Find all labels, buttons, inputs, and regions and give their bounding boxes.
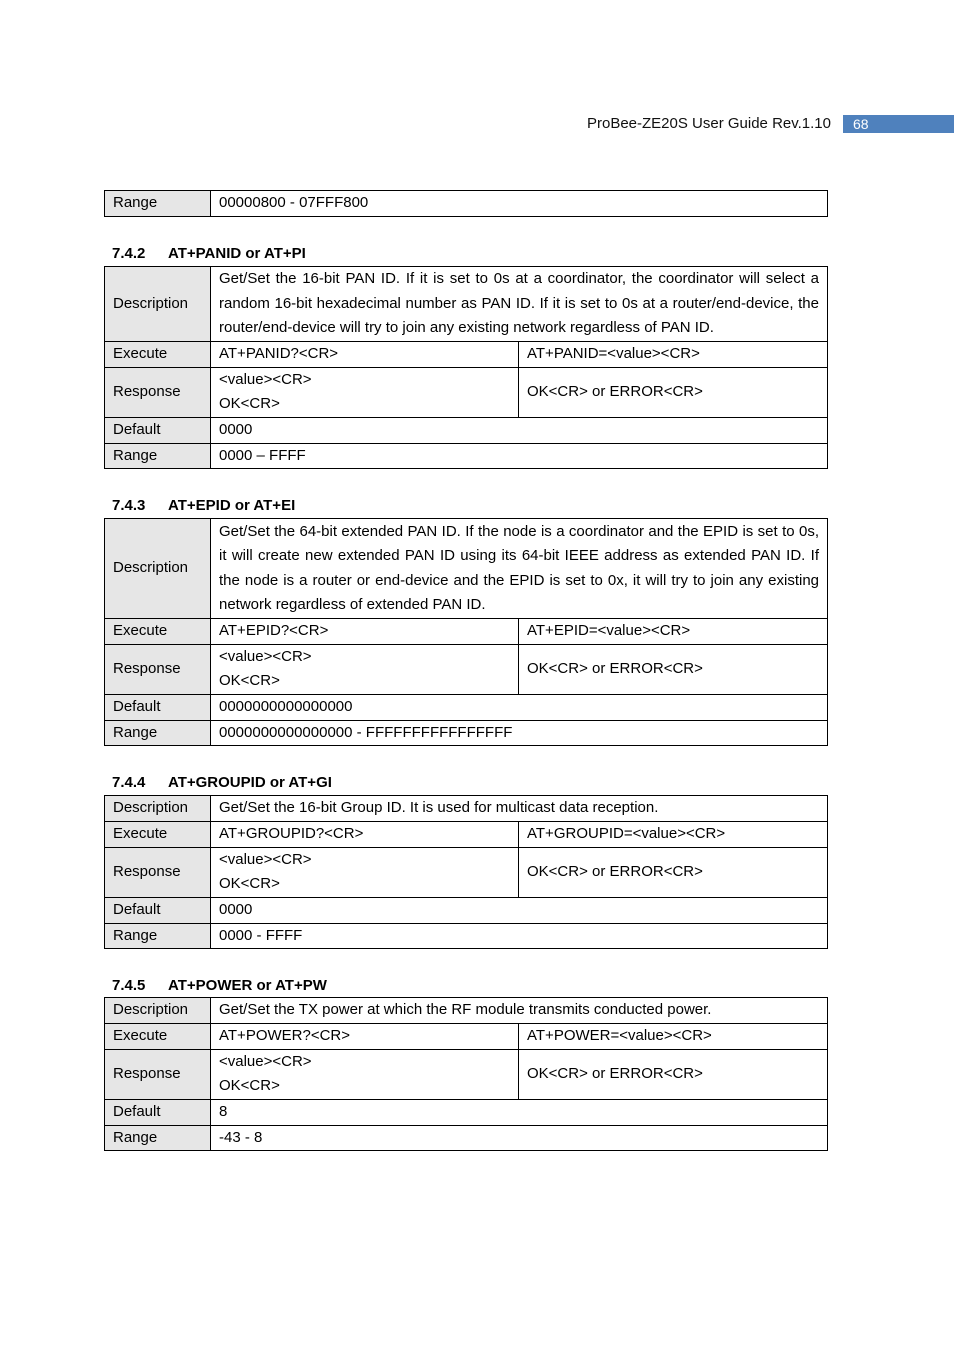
range-value: 0000000000000000 - FFFFFFFFFFFFFFFF <box>211 720 828 746</box>
response-get <box>211 644 519 694</box>
execute-label: Execute <box>105 822 211 848</box>
response-set: OK<CR> or ERROR<CR> <box>519 847 828 897</box>
response-get-line-1: <value><CR> <box>219 647 312 665</box>
range-label: Range <box>105 191 211 217</box>
section-heading-7-4-5: 7.4.5 AT+POWER or AT+PW <box>112 977 327 994</box>
command-table-epid <box>104 518 828 746</box>
response-get <box>211 1049 519 1099</box>
response-label: Response <box>105 367 211 417</box>
response-set: OK<CR> or ERROR<CR> <box>519 1049 828 1099</box>
description-label: Description <box>105 796 211 822</box>
response-get-line-2: OK<CR> <box>219 672 280 689</box>
default-value: 0000000000000000 <box>211 694 828 720</box>
execute-set: AT+PANID=<value><CR> <box>519 342 828 368</box>
execute-label: Execute <box>105 1024 211 1050</box>
execute-get: AT+PANID?<CR> <box>211 342 519 368</box>
execute-get: AT+EPID?<CR> <box>211 619 519 645</box>
response-get-line-2: OK<CR> <box>219 1077 280 1094</box>
page-number-badge: 68 <box>843 115 954 133</box>
default-label: Default <box>105 1099 211 1125</box>
response-get <box>211 367 519 417</box>
range-value: -43 - 8 <box>211 1125 828 1151</box>
response-set: OK<CR> or ERROR<CR> <box>519 367 828 417</box>
description-text: Get/Set the TX power at which the RF module transmits conducted power. <box>211 998 828 1024</box>
response-get-line-1: <value><CR> <box>219 1052 312 1070</box>
description-text: Get/Set the 16-bit PAN ID. If it is set to 0s at a coordinator, the coordinator will select a random 16-bit hexadecimal number as PAN ID. If it is set to 0s at a router/end-device, the router/end-device will try to join any existing network regardless of PAN ID. <box>211 267 828 342</box>
command-table-groupid <box>104 795 828 949</box>
section-heading-7-4-4: 7.4.4 AT+GROUPID or AT+GI <box>112 774 332 791</box>
default-value: 8 <box>211 1099 828 1125</box>
description-text: Get/Set the 16-bit Group ID. It is used for multicast data reception. <box>211 796 828 822</box>
description-label: Description <box>105 519 211 619</box>
default-label: Default <box>105 417 211 443</box>
default-value: 0000 <box>211 417 828 443</box>
response-label: Response <box>105 847 211 897</box>
response-get <box>211 847 519 897</box>
section-heading-7-4-3: 7.4.3 AT+EPID or AT+EI <box>112 497 296 514</box>
range-table-continued <box>104 190 828 217</box>
response-label: Response <box>105 1049 211 1099</box>
default-value: 0000 <box>211 897 828 923</box>
range-label: Range <box>105 923 211 949</box>
execute-get: AT+GROUPID?<CR> <box>211 822 519 848</box>
response-set: OK<CR> or ERROR<CR> <box>519 644 828 694</box>
response-get-line-2: OK<CR> <box>219 395 280 412</box>
execute-set: AT+POWER=<value><CR> <box>519 1024 828 1050</box>
response-get-line-2: OK<CR> <box>219 875 280 892</box>
response-get-line-1: <value><CR> <box>219 850 312 868</box>
range-value: 00000800 - 07FFF800 <box>211 191 828 217</box>
execute-label: Execute <box>105 619 211 645</box>
section-heading-7-4-2: 7.4.2 AT+PANID or AT+PI <box>112 245 306 262</box>
execute-label: Execute <box>105 342 211 368</box>
range-label: Range <box>105 1125 211 1151</box>
execute-get: AT+POWER?<CR> <box>211 1024 519 1050</box>
description-label: Description <box>105 267 211 342</box>
range-value: 0000 – FFFF <box>211 443 828 469</box>
execute-set: AT+GROUPID=<value><CR> <box>519 822 828 848</box>
description-label: Description <box>105 998 211 1024</box>
command-table-power <box>104 997 828 1151</box>
command-table-panid <box>104 266 828 469</box>
description-text: Get/Set the 64-bit extended PAN ID. If the node is a coordinator and the EPID is set to 0s, it will create new extended PAN ID using its 64-bit IEEE address as extended PAN ID. If the node is a router or end-device and the EPID is set to 0x, it will try to join any existing network regardless of extended PAN ID. <box>211 519 828 619</box>
default-label: Default <box>105 897 211 923</box>
range-value: 0000 - FFFF <box>211 923 828 949</box>
response-get-line-1: <value><CR> <box>219 370 312 388</box>
range-label: Range <box>105 443 211 469</box>
document-title: ProBee-ZE20S User Guide Rev.1.10 <box>586 115 831 132</box>
range-label: Range <box>105 720 211 746</box>
execute-set: AT+EPID=<value><CR> <box>519 619 828 645</box>
default-label: Default <box>105 694 211 720</box>
response-label: Response <box>105 644 211 694</box>
